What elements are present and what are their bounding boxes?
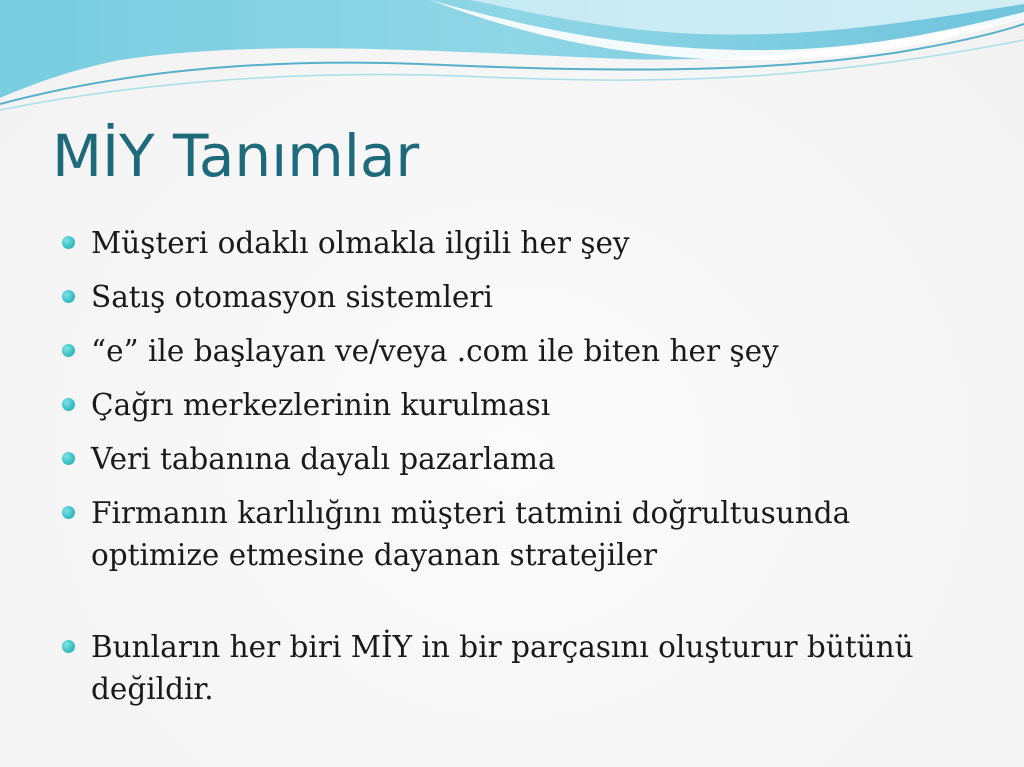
bullet-item xyxy=(62,330,962,372)
bullet-item xyxy=(62,384,962,426)
bullet-text: Bunların her biri MİY in bir parçasını oluşturur bütünü değildir. xyxy=(91,630,914,706)
bullet-item xyxy=(62,492,962,576)
bullet-item xyxy=(62,222,962,264)
bullet-item xyxy=(62,626,962,710)
bullet-list xyxy=(62,222,962,722)
bullet-dot-icon xyxy=(62,640,75,653)
bullet-item xyxy=(62,438,962,480)
slide-title: MİY Tanımlar xyxy=(52,122,420,190)
bullet-dot-icon xyxy=(62,290,75,303)
bullet-dot-icon xyxy=(62,506,75,519)
bullet-dot-icon xyxy=(62,398,75,411)
header-wave-decoration xyxy=(0,0,1024,120)
bullet-text: Satış otomasyon sistemleri xyxy=(91,280,493,314)
bullet-dot-icon xyxy=(62,452,75,465)
bullet-dot-icon xyxy=(62,236,75,249)
bullet-item xyxy=(62,276,962,318)
bullet-text: Müşteri odaklı olmakla ilgili her şey xyxy=(91,226,630,260)
bullet-text: Çağrı merkezlerinin kurulması xyxy=(91,388,551,422)
bullet-text: “e” ile başlayan ve/veya .com ile biten her şey xyxy=(91,334,779,368)
bullet-dot-icon xyxy=(62,344,75,357)
bullet-text: Veri tabanına dayalı pazarlama xyxy=(91,442,556,476)
bullet-text: Firmanın karlılığını müşteri tatmini doğrultusunda optimize etmesine dayanan stratejiler xyxy=(91,496,851,572)
